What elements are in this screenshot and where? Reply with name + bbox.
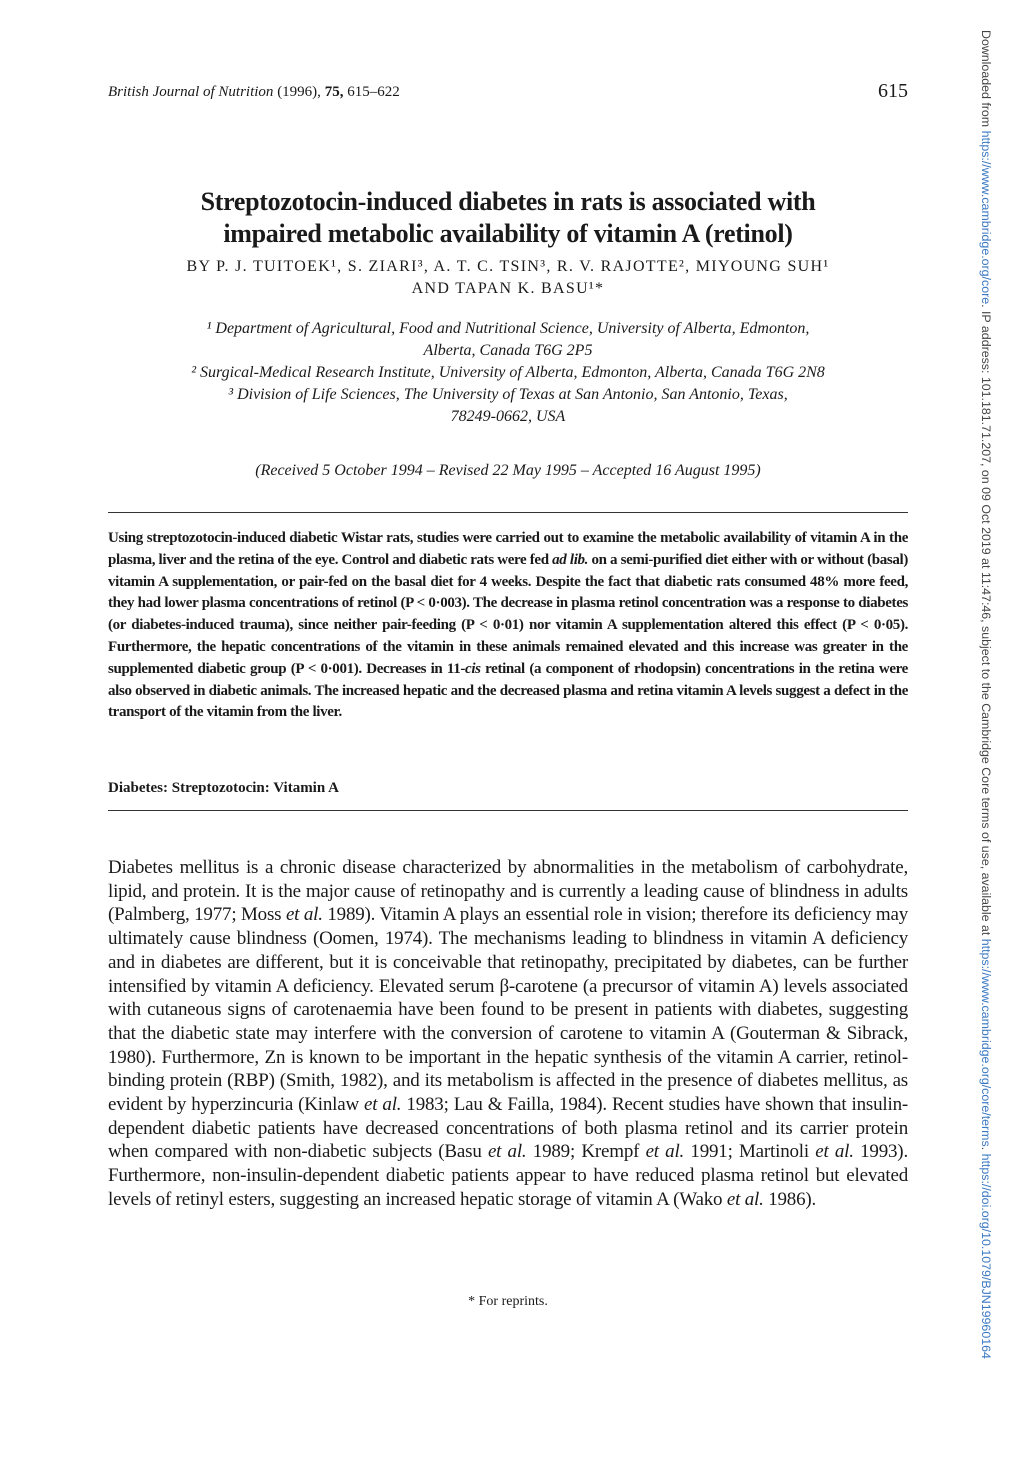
body-text-1: Diabetes mellitus is a chronic disease characterized by abnormalities in the metabolism of carbohydrate, lipid, and protein. It is the major cause of retinopathy and is currently a leading cause of blindness in adults (Palmberg, 1977; Moss xyxy=(108,857,908,926)
download-text-3: . xyxy=(979,1146,993,1154)
abstract-part-3: retinal (a component of rhodopsin) concentrations in the retina were also observed in diabetic animals. The increased hepatic and the decreased plasma and retina vitamin A levels suggest a defect in the transport of the vitamin from the liver. xyxy=(108,660,908,721)
title-line-1: Streptozotocin-induced diabetes in rats is associated with xyxy=(200,187,816,216)
abstract-part-1: Using streptozotocin-induced diabetic Wistar rats, studies were carried out to examine the metabolic availability of vitamin A in the plasma, liver and the retina of the eye. Control and diabetic rats were fed xyxy=(108,530,908,568)
abstract-ad-lib: ad lib. xyxy=(552,551,589,568)
abstract-top-rule xyxy=(108,512,908,513)
et-al-6: et al. xyxy=(726,1188,764,1210)
affiliation-3-line-2: 78249-0662, USA xyxy=(450,408,566,425)
affiliation-3-line-1: ³ Division of Life Sciences, The University of Texas at San Antonio, San Antonio, Texas, xyxy=(228,386,788,403)
title-line-2: impaired metabolic availability of vitamin A (retinol) xyxy=(223,219,793,248)
et-al-3: et al. xyxy=(487,1141,527,1163)
affiliations xyxy=(108,318,908,428)
authors-line-1: BY P. J. TUITOEK¹, S. ZIARI³, A. T. C. TSIN³, R. V. RAJOTTE², MIYOUNG SUH¹ xyxy=(186,258,830,275)
journal-name: British Journal of Nutrition xyxy=(108,84,274,100)
abstract xyxy=(108,528,908,724)
author-list xyxy=(108,256,908,300)
article-title xyxy=(108,186,908,250)
et-al-2: et al. xyxy=(364,1094,402,1116)
affiliation-1-line-2: Alberta, Canada T6G 2P5 xyxy=(423,342,593,359)
et-al-5: et al. xyxy=(815,1141,854,1163)
body-text-3: 1983; Lau & Failla, 1984). Recent studies have shown that insulin-dependent diabetic patients have decreased concentrations of both plasma retinol and its carrier protein when compared with non-diabetic subjects (Basu xyxy=(108,1094,908,1163)
footnote: * For reprints. xyxy=(468,1294,548,1309)
download-notice xyxy=(972,30,1000,1442)
body-text-5: 1991; Martinoli xyxy=(684,1141,816,1163)
received-dates: (Received 5 October 1994 – Revised 22 May 1995 – Accepted 16 August 1995) xyxy=(255,462,761,479)
body-paragraph xyxy=(108,856,908,1212)
body-text-7: 1986). xyxy=(763,1188,817,1210)
doi-link[interactable]: https://doi.org/10.1079/BJN19960164 xyxy=(979,1153,993,1359)
affiliation-2: ² Surgical-Medical Research Institute, University of Alberta, Edmonton, Alberta, Canada T6G 2N8 xyxy=(191,364,825,381)
running-head xyxy=(108,80,908,108)
download-text-1: Downloaded from xyxy=(979,30,993,131)
journal-year: (1996), xyxy=(277,84,321,100)
body-text-4: 1989; Krempf xyxy=(526,1141,646,1163)
et-al-4: et al. xyxy=(645,1141,685,1163)
abstract-cis: cis xyxy=(465,660,481,677)
et-al-1: et al. xyxy=(285,904,323,926)
abstract-bottom-rule xyxy=(108,810,908,811)
keywords: Diabetes: Streptozotocin: Vitamin A xyxy=(108,780,339,796)
journal-volume: 75, xyxy=(324,84,344,100)
abstract-part-2: on a semi-purified diet either with or without (basal) vitamin A supplementation, or pair-fed on the basal diet for 4 weeks. Despite the fact that diabetic rats consumed 48% more feed, they had lower plasma concentrations of retinol (P < 0·003). The decrease in plasma retinol concentration was a response to diabetes (or diabetes-induced trauma), since neither pair-feeding (P < 0·01) nor vitamin A supplementation altered this effect (P < 0·05). Furthermore, the hepatic concentrations of the vitamin in these animals remained elevated and this increase was greater in the supplemented diabetic group (P < 0·001). Decreases in 11- xyxy=(108,551,908,677)
body-text-2: 1989). Vitamin A plays an essential role in vision; therefore its deficiency may ultimately cause blindness (Oomen, 1974). The mechanisms leading to blindness in vitamin A deficiency and in diabetes are different, but it is conceivable that retinopathy, precipitated by diabetes, can be further intensified by vitamin A deficiency. Elevated serum β-carotene (a precursor of vitamin A) levels associated with cutaneous signs of carotenaemia have been found to be present in patients with diabetes, suggesting that the diabetic state may interfere with the conversion of carotene to vitamin A (Gouterman & Sibrack, 1980). Furthermore, Zn is known to be important in the hepatic synthesis of the vitamin A carrier, retinol-binding protein (RBP) (Smith, 1982), and its metabolism is affected in the presence of diabetes mellitus, as evident by hyperzincuria (Kinlaw xyxy=(108,904,909,1116)
journal-pages: 615–622 xyxy=(347,84,400,100)
core-link[interactable]: https://www.cambridge.org/core xyxy=(979,130,993,305)
authors-line-2: AND TAPAN K. BASU¹* xyxy=(411,280,605,297)
body-text-6: 1993). Furthermore, non-insulin-dependent diabetic patients appear to have reduced plasma retinol but elevated levels of retinyl esters, suggesting an increased hepatic storage of vitamin A (Wako xyxy=(108,1141,908,1210)
terms-link[interactable]: https://www.cambridge.org/core/terms xyxy=(979,938,993,1147)
download-text-2: . IP address: 101.181.71.207, on 09 Oct 2019 at 11:47:46, subject to the Cambridge Core terms of use, available at xyxy=(979,304,993,939)
page-number: 615 xyxy=(878,80,908,102)
affiliation-1-line-1: ¹ Department of Agricultural, Food and Nutritional Science, University of Alberta, Edmonton, xyxy=(206,320,810,337)
